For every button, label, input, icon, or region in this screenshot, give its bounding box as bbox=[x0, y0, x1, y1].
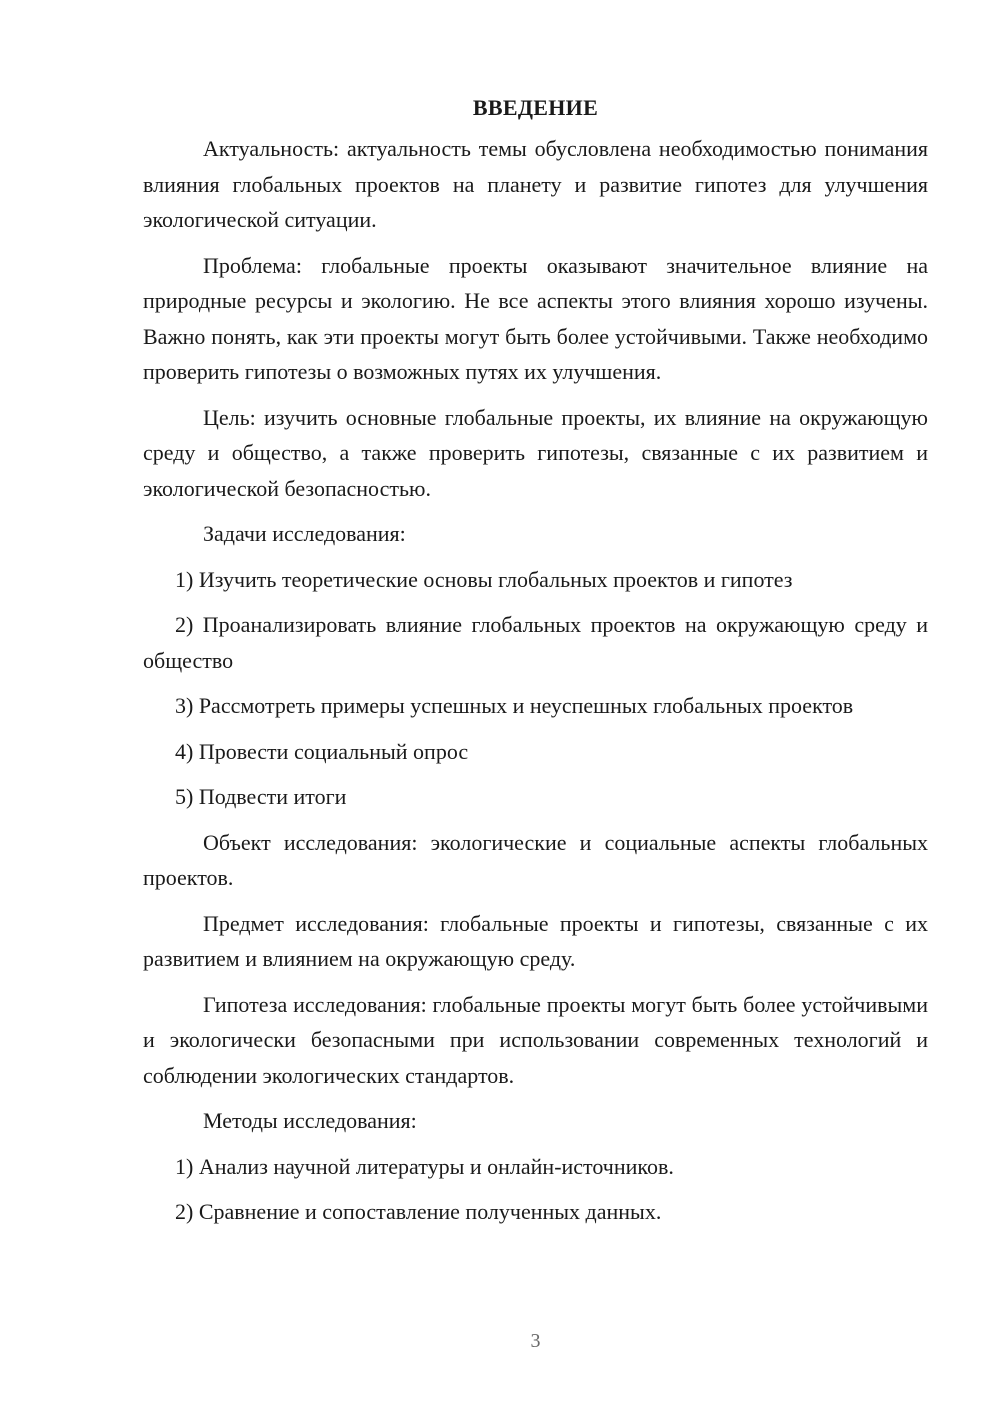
problem-paragraph: Проблема: глобальные проекты оказывают значительное влияние на природные ресурсы и экологию. Не все аспекты этого влияния хорошо изучены. Важно понять, как эти проекты могут быть более устойчивыми. Также необходимо проверить гипотезы о возможных путях их улучшения. bbox=[143, 252, 928, 384]
task-item-1: 1) Изучить теоретические основы глобальных проектов и гипотез bbox=[175, 566, 793, 592]
task-item-3: 3) Рассмотреть примеры успешных и неуспешных глобальных проектов bbox=[175, 693, 854, 718]
tasks-heading: Задачи исследования: bbox=[203, 521, 406, 546]
task-item-4: 4) Провести социальный опрос bbox=[175, 738, 469, 764]
subject-paragraph: Предмет исследования: глобальные проекты и гипотезы, связанные с их развитием и влиянием на окружающую среду. bbox=[143, 910, 928, 971]
method-item-1: 1) Анализ научной литературы и онлайн-источников. bbox=[175, 1153, 674, 1179]
page-title: ВВЕДЕНИЕ bbox=[472, 95, 599, 120]
method-item-2: 2) Сравнение и сопоставление полученных данных. bbox=[175, 1199, 662, 1224]
methods-heading: Методы исследования: bbox=[203, 1108, 417, 1133]
page-number: 3 bbox=[530, 1330, 541, 1352]
object-paragraph: Объект исследования: экологические и социальные аспекты глобальных проектов. bbox=[143, 829, 928, 890]
document-page bbox=[143, 90, 928, 1240]
task-item-5: 5) Подвести итоги bbox=[175, 784, 347, 809]
task-item-2: 2) Проанализировать влияние глобальных проектов на окружающую среду и общество bbox=[143, 612, 928, 673]
hypothesis-paragraph: Гипотеза исследования: глобальные проекты могут быть более устойчивыми и экологически безопасными при использовании современных технологий и соблюдении экологических стандартов. bbox=[143, 991, 928, 1088]
goal-paragraph: Цель: изучить основные глобальные проекты, их влияние на окружающую среду и общество, а также проверить гипотезы, связанные с их развитием и экологической безопасностью. bbox=[143, 404, 928, 501]
relevance-paragraph: Актуальность: актуальность темы обусловлена необходимостью понимания влияния глобальных проектов на планету и развитие гипотез для улучшения экологической ситуации. bbox=[143, 136, 928, 232]
